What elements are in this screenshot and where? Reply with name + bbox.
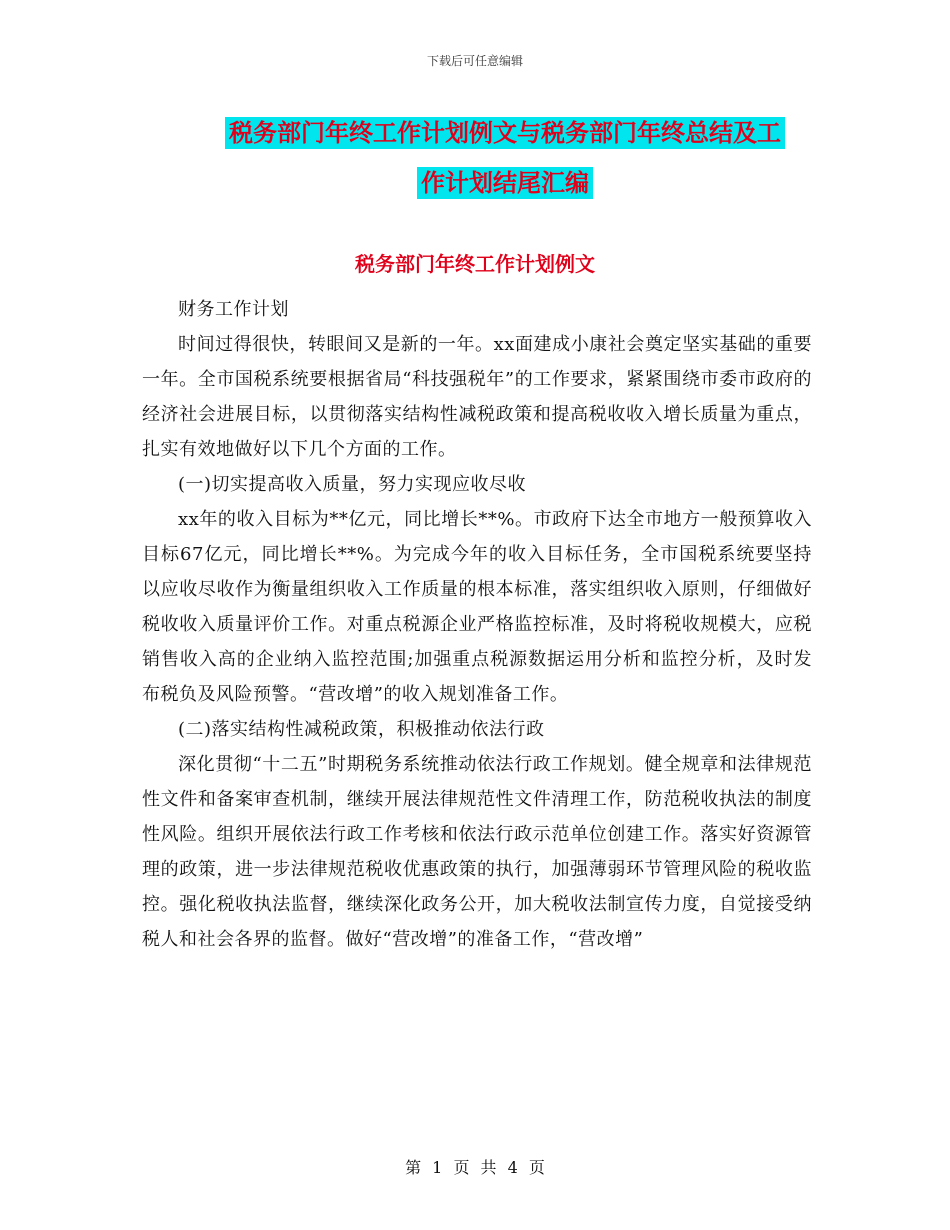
paragraph: 财务工作计划: [178, 299, 289, 320]
paragraph: (二)落实结构性减税政策，积极推动依法行政: [178, 719, 545, 740]
paragraph: 深化贯彻“十二五”时期税务系统推动依法行政工作规划。健全规章和法律规范性文件和备案审查机制，继续开展法律规范性文件清理工作，防范税收执法的制度性风险。组织开展依法行政工作考核和依法行政示范单位创建工作。落实好资源管理的政策，进一步法律规范税收优惠政策的执行，加强薄弱环节管理风险的税收监控。强化税收执法监督，继续深化政务公开，加大税收法制宣传力度，自觉接受纳税人和社会各界的监督。做好“营改增”的准备工作，“营改增”: [142, 754, 812, 950]
document-title-line-2: 作计划结尾汇编: [417, 167, 593, 199]
section-heading: 税务部门年终工作计划例文: [355, 252, 595, 276]
paragraph: xx年的收入目标为**亿元，同比增长**%。市政府下达全市地方一般预算收入目标67亿元，同比增长**%。为完成今年的收入目标任务，全市国税系统要坚持以应收尽收作为衡量组织收入工作质量的根本标准，落实组织收入原则，仔细做好税收收入质量评价工作。对重点税源企业严格监控标准，及时将税收规模大，应税销售收入高的企业纳入监控范围;加强重点税源数据运用分析和监控分析，及时发布税负及风险预警。“营改增”的收入规划准备工作。: [142, 509, 812, 705]
paragraph: 时间过得很快，转眼间又是新的一年。xx面建成小康社会奠定坚实基础的重要一年。全市国税系统要根据省局“科技强税年”的工作要求，紧紧围绕市委市政府的经济社会进展目标，以贯彻落实结构性减税政策和提高税收收入增长质量为重点，扎实有效地做好以下几个方面的工作。: [142, 334, 812, 460]
header-note: 下载后可任意编辑: [426, 54, 523, 68]
page-number-footer: 第 1 页 共 4 页: [405, 1158, 545, 1177]
document-title-line-1: 税务部门年终工作计划例文与税务部门年终总结及工: [225, 117, 785, 149]
document-title: [190, 108, 820, 208]
document-body: [142, 292, 812, 957]
paragraph: (一)切实提高收入质量，努力实现应收尽收: [178, 474, 527, 495]
